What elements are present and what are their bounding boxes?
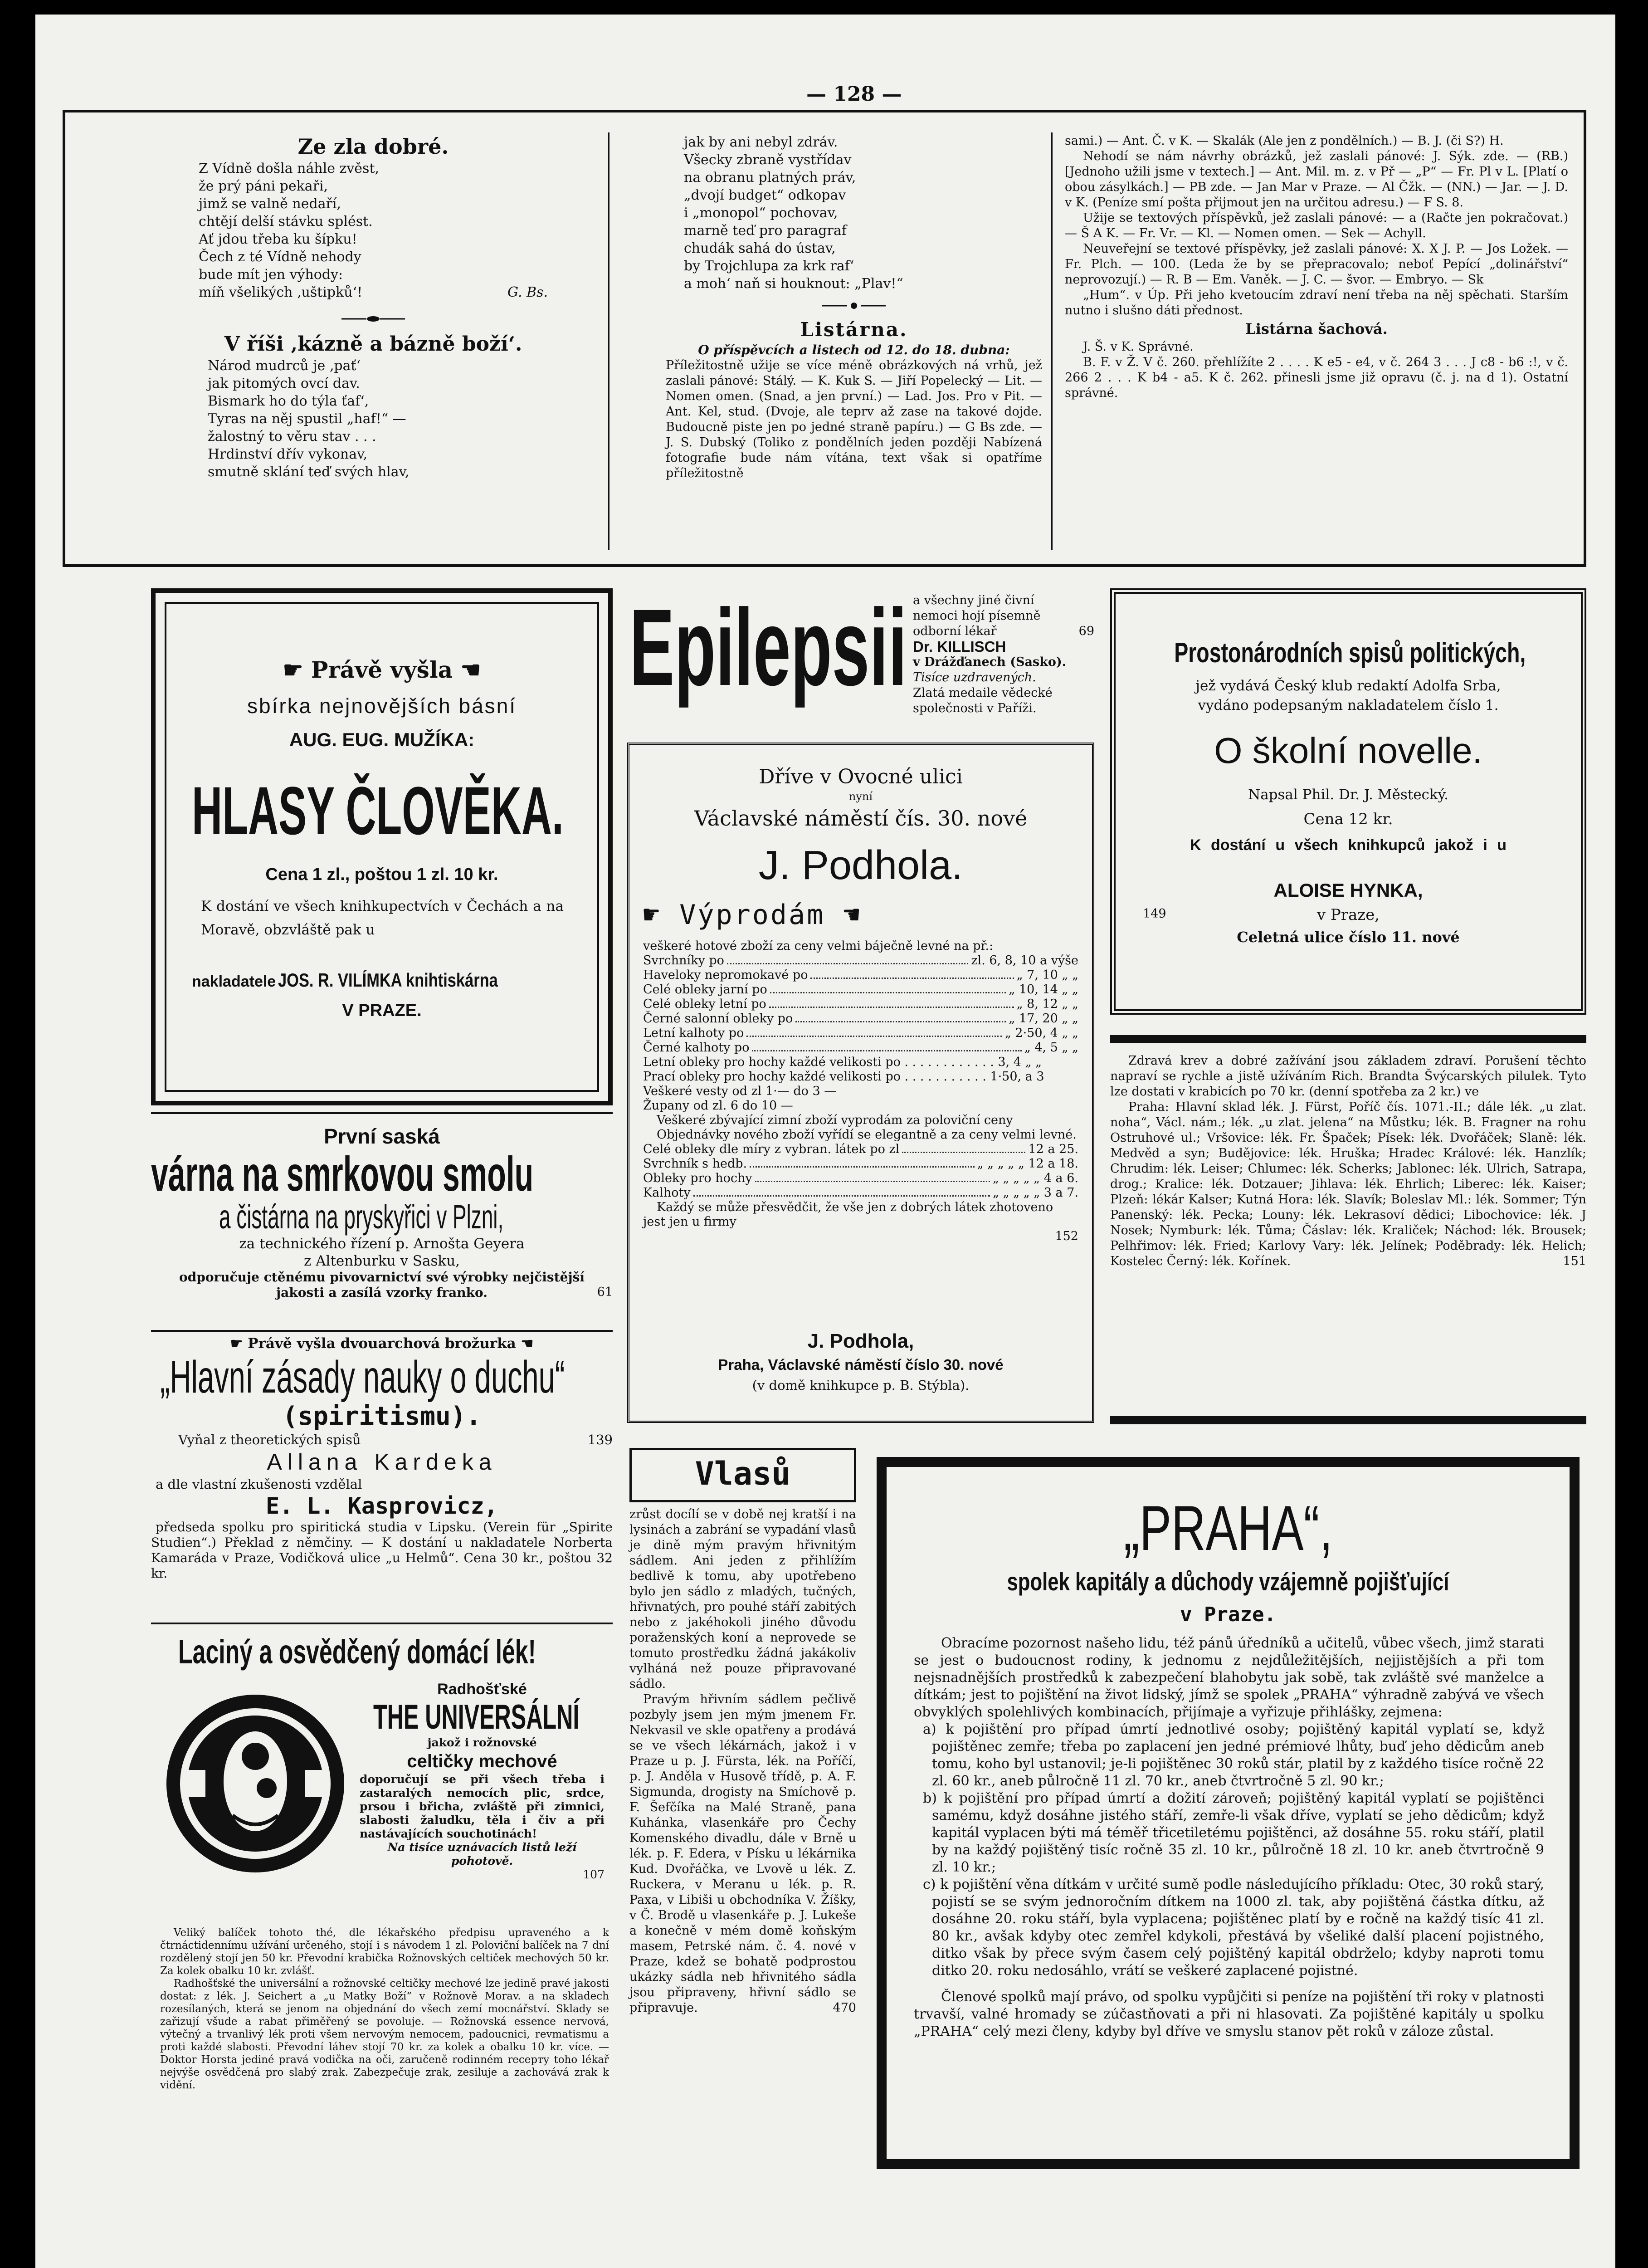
ad-line: veškeré hotové zboží za ceny velmi báječně levné na př.: [643, 939, 994, 953]
listarna-text: Neuveřejní se textové příspěvky, jež zaslali pánové: X. X J. P. — Jos Ložek. — Fr. Plch. — 100. (Leda že by se přepracovalo; neboť Pepící „dolinářství“ neprovozují.) — R. B — Em. Vaněk. — J. C. — švor. — Embryo. — Sk [1065, 242, 1568, 287]
ad-praha-item: c) k pojištění věna dítkám v určité sumě podle následujícího příkladu: Otec, 30 roků starý, pojistí se se svým jednoročním dítkem na 1000 zl. tak, aby pojištěná částka dítku, až dosáhne 20. roku stáří, byla vyplacena; pojištěnec platí by e ročně na každý tisíc 41 zl. 80 kr., avšak kdyby otec zemřel kdykoli, přestává by všeliké další placení pojistného, ditko však by přece svým časem celý pojištěný kapitál obdrželo; kdyby naproti tomu ditko 20. roku nedosáhlo, vrátí se veškeré zaplacené pojistné. [923, 1877, 1544, 1979]
ad-line: v Drážďanech (Sasko). [913, 655, 1067, 669]
poem-line: Tyras na něj spustil „haf!“ — [208, 411, 406, 427]
ad-muzik-headline: ☛ Právě vyšla ☚ [283, 656, 481, 683]
price-row: Svrchníky po zl. 6, 8, 10 a výše [643, 953, 1078, 968]
ad-line: Objednávky nového zboží vyřídí se elegantně a za ceny velmi levné. [657, 1128, 1077, 1142]
price-row: Kalhoty „ „ „ „ „ 3 a 7. [643, 1186, 1078, 1200]
ad-line: Vyňal z theoretických spisů [178, 1432, 361, 1447]
ad-pills [1110, 1053, 1586, 1269]
ad-line: odporučuje ctěnému pivovarnictví své výrobky nejčistější jakosti a zasílá vzorky franko. [179, 1270, 585, 1300]
listarna-text: sami.) — Ant. Č. v K. — Skalák (Ale jen z pondělních.) — B. J. (či S?) H. [1065, 134, 1504, 148]
poem-signature: G. Bs. [507, 284, 548, 300]
ad-prostonarodni-title-wrap [1116, 637, 1581, 669]
poem1-body [199, 160, 589, 301]
ad-vlasu-title-box [629, 1448, 856, 1502]
ad-number: 152 [1055, 1229, 1078, 1243]
listarna-text: Nehodí se nám návrhy obrázků, jež zaslali pánové: J. Sýk. zde. — (RB.) [Jednoho užili jsme v textech.] — Ant. Mil. m. z. v Př — „P“ — Fr. Pl v L. [Platí o obou zásylkách.] — PB zde. — Jan Mar v Praze. — Al Čžk. — (NN.) — Jar. — J. D. v K. (Peníze smí pošta přijmout jen na určitou adresu.) — F S. 8. [1065, 149, 1568, 210]
ad-line: Dříve v Ovocné ulici [759, 765, 963, 788]
ad-line: Zlatá medaile vědecké [913, 686, 1053, 700]
rule [151, 1330, 613, 1332]
ad-pills-places: Praha: Hlavní sklad lék. J. Fürst, Poříč čís. 1071.-II.; dále lék. „u zlat. noha“, Václ. nám.; lék. „u zlat. jelena“ na Můstku; lék. B. Fragner na rohu Ostruhové ul.; Vršovice: lék. Fr. Špaček; Písek: lék. Dvořáček; Slaně: lék. Medvěd a syn; Budějovice: lék. Hruška; Hradec Králové: lék. Hanzlík; Chrudim: lék. Leiser; Chlumec: lék. Scherks; Jablonec: lék. Ulrich, Satrapa, drog.; Kralice: lék. Dotzauer; Jihlava: lék. Ehrlich; Liberec: lék. Kaiser; Plzeň: lékár Kalser; Kutná Hora: lék. Slavík; Boleslav Ml.: lék. Sommer; Týn Panenský: lék. Pecka; Louny: lék. Lekrasoví dědici; Libochovice: lék. J Nosek; Nymburk: lék. Tůma; Čáslav: lék. Kraliček; Náchod: lék. Brousek; Pelhřimov: lék. Fried; Karlovy Vary: lék. Jelínek; Poděbrady: lék. Helich; Kostelec Černý: lék. Kořínek. [1110, 1100, 1586, 1268]
ad-doctor: Dr. KILLISCH [913, 638, 1006, 655]
ad-line: a čistárna na pryskyřici v Plzni, [219, 1198, 504, 1236]
ad-vlasu-title: Vlasů [695, 1455, 791, 1492]
ad-pills-text: Zdravá krev a dobré zažívání jsou základem zdraví. Porušení těchto napraví se rychle a jistě užíváním Rich. Brandta Švýcarských pilulek. Tyto lze dostati v krabicích po 70 kr. (denní spotřeba za 2 kr.) ve [1110, 1054, 1586, 1099]
ad-podhola-name: J. Podhola. [758, 843, 963, 888]
ad-praha [877, 1457, 1580, 2169]
poem-line: na obranu platných práv, [684, 170, 856, 186]
poem-line: jak by ani nebyl zdráv. [684, 134, 838, 150]
thick-rule [1110, 1035, 1586, 1043]
ad-line: vydáno podepsaným nakladatelem číslo 1. [1198, 697, 1499, 714]
ad-vlasu-body: zrůst docílí se v době nej kratší i na lysinách a zabrání se vypadání vlasů je dině mým pravým hřivnitým sádlem. Ani jeden z přihlížím bedlivě k tomu, aby upotřebeno bylo jen sádlo z mladých, tučných, hřivnatých, pro pouhé stáří zabitých nebo z jakéhokoli jiného důvodu poraženských koní a neprovede se tomuto prostředku žádná jakákoliv vylháná než pouze připravované sádlo. [629, 1507, 856, 1691]
middle-column [666, 133, 1042, 481]
ad-universal-title-wrap [360, 1699, 605, 1735]
ornament-divider [666, 297, 1042, 313]
ad-muzik-publisher: nakladatele JOS. R. VILÍMKA knihtiskárna [192, 969, 498, 991]
ad-spirit-line1: ☛ Právě vyšla dvouarchová brožurka ☚ [230, 1335, 534, 1352]
ad-universal-title: THE UNIVERSÁLNÍ [373, 1698, 580, 1736]
ad-praha-item: b) k pojištění pro případ úmrtí a dožití zároveň; pojištěný kapitál vyplatí se pojištěnci samému, když dosáhne jistého stáří, zemře-li však dříve, vyplatí se jeho dědicům; když kapitál vyplacen býti má téměř třicetiletému pojištěnci, až dosáhne 55. roku stáří, platil by na každý pojištěný tisíc ročně 35 zl. 10 kr., půlročně 18 zl. 10 kr. aneb čtvrtročně 9 zl. 10 kr.; [923, 1790, 1544, 1875]
poem-line: míň všelikých ‚uštipků‘! [199, 284, 363, 300]
poem-line: že prý páni pekaři, [199, 178, 328, 194]
poem-line: žalostný to věru stav . . . [208, 429, 376, 445]
price-row: Celé obleky dle míry z vybran. látek po zl 12 a 25. [643, 1142, 1078, 1156]
poem-line: jak pitomých ovcí dav. [208, 376, 360, 391]
right-column [1065, 133, 1568, 401]
ad-muzik-title: HLASY ČLOVĚKA. [192, 772, 564, 849]
ad-line: Letní obleky pro hochy každé velikosti po . . . . . . . . . . . . 3, 4 „ „ [643, 1055, 1042, 1069]
ad-muzik-body: K dostání ve všech knihkupectvích v Čechách a na Moravě, obzvláště pak u [201, 898, 564, 938]
ad-line: Prací obleky pro hochy každé velikosti po . . . . . . . . . . . 1·50, a 3 [643, 1070, 1044, 1084]
column-divider [1051, 132, 1053, 550]
ad-line: z Altenburku v Sasku, [303, 1253, 460, 1269]
ad-line: Župany od zl. 6 do 10 — [643, 1099, 793, 1113]
chess-title: Listárna šachová. [1245, 320, 1388, 337]
ad-line: Veškeré vesty od zl 1·— do 3 — [643, 1084, 837, 1098]
price-row: Černé salonní obleky po „ 17, 20 „ „ [643, 1012, 1078, 1026]
ad-universal-headline-wrap [151, 1634, 613, 1670]
ad-praha-title: „PRAHA“, [1123, 1492, 1333, 1564]
poem1-title: Ze zla dobré. [297, 134, 449, 159]
ad-praha-city: v Praze. [1180, 1603, 1276, 1626]
ad-prostonarodni [1110, 588, 1586, 1015]
top-frame-rule [63, 110, 1586, 112]
ad-praha-intro: Obracíme pozornost našeho lidu, též pánů úředníků a učitelů, vůbec všech, jimž starati se jest o budoucnost rodiny, k jednomu z nejdůležitějších, nejjistějších a při tom nejsnadnějších prostředků k zabezpečení blahobytu jak sobě, tak zvláště své manželce a dítkám; jest to pojištění na život lidský, jímž se spolek „PRAHA“ výhradně zabývá ve všech obvyklých spolehlivých kombinacích, přijímaje a vyřizuje přihlášky, zejmena: [914, 1635, 1544, 1720]
ad-line: Každý se může přesvědčit, že vše jen z dobrých látek zhotoveno jest jen u firmy [643, 1200, 1053, 1229]
chess-line: J. Š. v K. Správné. [1083, 340, 1194, 354]
poem-line: Z Vídně došla náhle zvěst, [199, 161, 380, 176]
ad-spirit-author: Allana Kardeka [267, 1449, 497, 1475]
poem-line: „dvojí budget“ odkopav [684, 187, 846, 203]
poem-line: Bismark ho do týla ťaf‘, [208, 393, 369, 409]
ad-spirit-title: „Hlavní zásady nauky o duchu“ [160, 1352, 565, 1403]
ad-praha-item: a) k pojištění pro případ úmrtí jednotlivé osoby; pojištěný kapitál vyplatí se, když pojištěnec zemře; třeba po zaplacení jen jedné prémiové lhůty, buď jeho dědicům aneb tomu, koho byl ustanovil; je-li pojištěnec 30 roků stár, platil by z každého tisíce ročně 22 zl. 60 kr., aneb půlročně 11 zl. 70 kr., aneb čtvrtročně 5 zl. 90 kr.; [923, 1721, 1544, 1789]
pointing-hand-icon: ☛ [643, 899, 662, 931]
ad-varna [151, 1124, 613, 1299]
ad-line: Veškeré zbývající zimní zboží vyprodám za poloviční ceny [657, 1113, 1013, 1127]
ad-podhola-sale-wrap [643, 899, 1078, 931]
rule [151, 1112, 613, 1114]
poem-line: Ať jdou třeba ku šípku! [199, 231, 357, 247]
ad-universal-titles [360, 1679, 605, 1882]
price-row: Celé obleky jarní po „ 10, 14 „ „ [643, 982, 1078, 997]
ad-podhola-footer-name: J. Podhola, [807, 1330, 914, 1352]
ad-prostonarodni-headline: O školní novelle. [1214, 730, 1482, 771]
poem-line: chudák sahá do ústav, [684, 240, 836, 256]
ad-line: Tisíce uzdravených. [913, 670, 1036, 684]
ad-varna-title: várna na smrkovou smolu [151, 1146, 534, 1201]
price-row: Haveloky nepromokavé po „ 7, 10 „ „ [643, 968, 1078, 982]
ad-praha-sub-wrap [887, 1567, 1570, 1596]
listarna-subtitle: O příspěvcích a listech od 12. do 18. dubna: [698, 342, 1010, 357]
ad-line: K dostání u všech knihkupců jakož i u [1190, 836, 1507, 854]
ad-muzik-city: V PRAZE. [342, 1001, 422, 1020]
ad-podhola [627, 743, 1094, 1423]
listarna-title: Listárna. [800, 318, 908, 341]
ad-line: Praha, Václavské náměstí číslo 30. nové [718, 1356, 1004, 1373]
poem-line: i „monopol“ pochovav, [684, 205, 838, 221]
pointing-hand-icon: ☚ [843, 899, 862, 931]
ad-line: jakož i rožnovské [427, 1736, 537, 1749]
apothecary-seal-icon [160, 1688, 351, 1879]
ad-line: (v domě knihkupce p. B. Stýbla). [752, 1378, 970, 1393]
ad-praha-sub: spolek kapitály a důchody vzájemně pojišťující [1007, 1567, 1449, 1596]
ornament-divider [158, 310, 589, 326]
ad-spirit-title-wrap [151, 1353, 613, 1402]
ad-line: Radhošťské [437, 1681, 527, 1698]
pointing-hand-icon: ☚ [460, 656, 481, 683]
ad-line: Celetná ulice číslo 11. nové [1237, 929, 1460, 946]
top-frame-bottom-rule [63, 564, 1586, 567]
ad-number: 139 [587, 1432, 613, 1447]
poem2-body [208, 357, 589, 481]
poem-line: smutně sklání teď svých hlav, [208, 464, 410, 480]
page-number: — 128 — [806, 83, 902, 106]
ad-line: doporučují se při všech třeba i zastaralých nemocích plic, srdce, prsou i břicha, zvláště při zimnici, slabosti žaludku, těla i čiv a při nastávajících souchotinách! [360, 1773, 605, 1840]
ad-praha-footer: Členové spolků mají právo, od spolku vypůjčiti si peníze na pojištění tři roky v platnosti trvavší, valné hromady se zúčastňovati a při ni hlasovati. Za pojištěné kapitály u spolku „PRAHA“ celý mezi členy, kdyby byl dříve ve smyslu stanov pět roků v záloze zůstal. [914, 1989, 1544, 2039]
poems-column [158, 133, 589, 481]
pointing-hand-icon: ☚ [521, 1335, 534, 1352]
ad-prostonarodni-title: Prostonárodních spisů politických, [1174, 637, 1526, 669]
pointing-hand-icon: ☛ [230, 1335, 243, 1352]
listarna-text: Užije se textových příspěvků, jež zaslali pánové: — a (Račte jen pokračovat.) — Š A K. — Fr. Vr. — Kl. — Nomen omen. — Sek — Achyll. [1065, 211, 1568, 240]
ad-line: za technického řízení p. Arnošta Geyera [239, 1236, 525, 1252]
rule [151, 1623, 613, 1624]
ad-podhola-prices [643, 939, 1078, 1244]
ad-vlasu-body2: Pravým hřivním sádlem pečlivě pozbyly jsem jen mým jmenem Fr. Nekvasil ve skle opatřeny a prodává se ve všech lékárnách, jakož i v Praze u p. J. Fürsta, lék. na Poříčí, p. J. Anděla v Husově třídě, p. A. F. Sigmunda, drogisty na Smíchově p. F. Šefčíka na Malé Straně, pana Kuhánka, vlasenkáře pro Čechy Komenského divadlu, dále v Brně u lék. p. F. Edera, v Písku u lékárnika Kud. Dvořáčka, ve Lvově u lék. Z. Ruckera, v Meranu u lék. p. R. Paxa, v Libiši u obchodníka V. Žíšky, v Č. Brodě u vlasenkáře p. J. Lukeše a konečně v mém domě koňským masem, Petrské nám. č. 4. nové v Praze, kdež se bohatě podprostou ukázky sádla neb hřivnitého sádla jsou připraveny, hřivní sádlo se připravuje. [629, 1692, 856, 2015]
ad-praha-title-wrap [887, 1494, 1570, 1562]
ad-muzik-author: AUG. EUG. MUŽÍKA: [289, 729, 475, 750]
ad-number: 470 [833, 2001, 856, 2015]
poem-line: jimž se valně nedaří, [199, 196, 341, 212]
ad-vlasu [629, 1507, 856, 2016]
poem-line: Čech z té Vídně nehody [199, 249, 361, 265]
thick-rule [1110, 1416, 1586, 1424]
poem2-title: V říši ‚kázně a bázně boží‘. [224, 332, 522, 356]
ad-podhola-sale: Výprodám [679, 899, 825, 931]
price-row: Černé kalhoty po „ 4, 5 „ „ [643, 1041, 1078, 1055]
ad-number: 69 [1078, 624, 1094, 638]
ad-number: 107 [583, 1868, 605, 1881]
poem-line: Všecky zbraně vystřídav [684, 152, 852, 168]
ad-line: společnosti v Paříži. [913, 701, 1037, 715]
ad-spirit-name: E. L. Kasprovicz, [266, 1493, 498, 1519]
ad-number: 61 [597, 1285, 613, 1299]
poem-line: Národ mudrců je ‚pať‘ [208, 358, 361, 374]
ad-line: jež vydává Český klub redaktí Adolfa Srba, [1195, 678, 1501, 694]
top-frame-left-rule [63, 110, 65, 567]
ad-muzik [151, 588, 613, 1105]
ad-spiritismus [151, 1334, 613, 1581]
ad-epilepsie-text [913, 593, 1094, 716]
ad-price: Cena 12 kr. [1303, 810, 1393, 828]
ad-muzik-price: Cena 1 zl., poštou 1 zl. 10 kr. [265, 865, 498, 884]
ad-universal-headline: Laciný a osvědčený domácí lék! [178, 1633, 536, 1671]
ad-line: První saská [324, 1124, 440, 1148]
poem-line: chtějí delší stávku splést. [199, 214, 373, 230]
ad-line: a dle vlastní zkušenosti vzdělal [156, 1476, 362, 1492]
listarna-text: Příležitostně užije se více méně obrázkových ná vrhů, jež zaslali pánové: Stálý. — K. Kuk S. — Jiří Popelecký — Lit. — Nomen omen. (Snad, a jen první.) — Lad. Jos. Pro v Pit. — Ant. Kel, stud. (Dvoje, ale teprv až zase na takové dojde. Budoucně piste jen po jedné straně papíru.) — G Bs zde. — J. S. Dubský (Tolikо z pondělních jeden později Nabízená fotografie bude nám vítána, text však si opatříme příležitostně [666, 358, 1042, 480]
newspaper-page [35, 15, 1615, 2268]
ad-spirit-sub: (spiritismu). [282, 1402, 482, 1431]
ad-spirit-body: předseda spolku pro spiritická studia v Lipsku. (Verein für „Spirite Studien“.) Překlad z němčiny. — K dostání u nakladatele Norberta Kamaráda v Praze, Vodičková ulice „u Helmů“. Cena 30 kr., poštou 32 kr. [151, 1520, 613, 1581]
ad-universal [151, 1633, 613, 2091]
ad-muzik-line1: sbírka nejnovějších básní [247, 694, 517, 718]
price-row: Obleky pro hochy „ „ „ „ „ 4 a 6. [643, 1171, 1078, 1185]
ad-varna-line2-wrap [151, 1199, 613, 1235]
ad-line: Napsal Phil. Dr. J. Městecký. [1248, 787, 1448, 803]
ad-publisher: ALOISE HYNKA, [1273, 880, 1423, 901]
chess-line: B. F. v Ž. V č. 260. přehlížíte 2 . . . . K e5 - e4, v č. 264 3 . . . J c8 - b6 :!, v č. 266 2 . . . K b4 - a5. K č. 262. přinesli jsme již opravu (č. j. na d 1). Ostatní správné. [1065, 355, 1568, 400]
ad-universal-fineprint: Veliký balíček tohoto thé, dle lékařského předpisu upraveného a k čtrnáctidennímu užívání určeného, stojí i s návodem 1 zl. Poloviční balíček na 7 dní rozdělený stojí jen 50 kr. Převodní krabička Rožnovských celtiček mechových 50 kr. Za kolek obalku 10 kr. zvlášť. Radhošťské the universální a rožnovské celtičky mechové lze jedině pravé jakosti dostat: z lék. J. Seichert a „u Matky Boží“ v Rožnově Morav. a na skladech rozesílaných, která se jenom na objednání do všech zemí mocnářství. Sklady se zařizují všude a rabat přiměřený se povoluje. — Rožnovská essence nervová, výtečný a trvanlivý lék proti všem nervovým nemocem, padoucnici, revmatismu a proti každé slabosti. Převodní láhev stojí 70 kr. za kolek a obalku 10 kr. více. — Doktor Horsta jediné pravá vodička na oči, zaručeně rodinném recepту toho lékař nejvýše osvědčená pro slabý zrak. Zabezpečuje zrak, zesiluje a zachovává zrak k vidění. [160, 1927, 609, 2091]
poem-line: a moh‘ naň si houknout: „Plav!“ [684, 276, 903, 292]
poem-line: marně teď pro paragraf [684, 223, 847, 239]
ad-praha-body [914, 1635, 1544, 2040]
listarna-text: „Hum“. v Úp. Při jeho kvetoucím zdraví není třeba na něj spěchati. Starším nutno i slušno dáti přednost. [1065, 288, 1568, 318]
top-frame-right-rule [1584, 110, 1586, 567]
price-row: Letní kalhoty po „ 2·50, 4 „ „ [643, 1026, 1078, 1040]
ad-line: v Praze, [1316, 906, 1380, 924]
ad-number: 151 [1563, 1254, 1586, 1268]
price-row: Celé obleky letní po „ 8, 12 „ „ [643, 997, 1078, 1011]
ad-line: celtičky mechové [407, 1751, 557, 1771]
ad-line: Václavské náměstí čís. 30. nové [694, 806, 1028, 831]
ad-line: odborní lékař [913, 624, 997, 638]
ad-line: nemoci hojí písemně [913, 609, 1041, 623]
ad-line: nyní [848, 790, 873, 803]
ad-varna-title-wrap [151, 1146, 613, 1201]
column-divider [608, 132, 609, 550]
ad-line: a všechny jiné čivní [913, 593, 1034, 607]
pointing-hand-icon: ☛ [283, 656, 303, 683]
poem-line: by Trojchlupa za krk raf‘ [684, 258, 854, 274]
poem-line: Hrdinství dřív vykonav, [208, 446, 368, 462]
ad-line: Na tisíce uznávacích listů leží pohotově. [387, 1841, 577, 1867]
ad-epilepsie-word: Epilepsii [629, 587, 907, 708]
ad-number: 149 [1143, 907, 1166, 921]
ad-spirit-row [151, 1432, 613, 1448]
poem2-continued [684, 133, 1042, 293]
poem-line: bude mít jen výhody: [199, 267, 343, 283]
price-row: Svrchník s hedb. „ „ „ „ „ 12 a 18. [643, 1157, 1078, 1171]
